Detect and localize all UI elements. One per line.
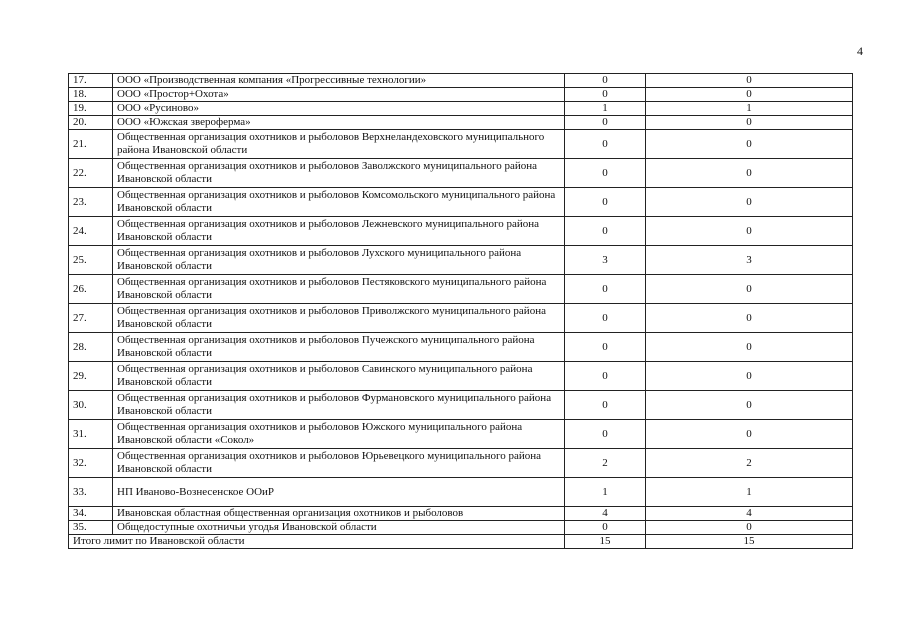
- table-row: [69, 246, 853, 275]
- organization-name: Общественная организация охотников и рыболовов Пучежского муниципального района Ивановской области: [113, 333, 565, 362]
- limit-value: 0: [565, 88, 646, 102]
- table-row: [69, 478, 853, 507]
- limit-value: 0: [565, 188, 646, 217]
- limit-value-total: 4: [646, 507, 853, 521]
- table-row: [69, 420, 853, 449]
- limit-value: 0: [565, 130, 646, 159]
- limit-value-total: 0: [646, 304, 853, 333]
- limit-value-total: 0: [646, 521, 853, 535]
- organization-name: Общественная организация охотников и рыболовов Верхнеландеховского муниципального района Ивановской области: [113, 130, 565, 159]
- table-row: [69, 102, 853, 116]
- total-value: 15: [565, 535, 646, 549]
- row-number: 29.: [69, 362, 113, 391]
- limit-value-total: 0: [646, 391, 853, 420]
- limit-value-total: 0: [646, 116, 853, 130]
- row-number: 34.: [69, 507, 113, 521]
- organization-name: Общественная организация охотников и рыболовов Комсомольского муниципального района Ивановской области: [113, 188, 565, 217]
- limit-value: 4: [565, 507, 646, 521]
- limit-value: 0: [565, 275, 646, 304]
- limit-value-total: 0: [646, 275, 853, 304]
- limit-value-total: 2: [646, 449, 853, 478]
- table-row: [69, 130, 853, 159]
- table-row: [69, 188, 853, 217]
- organization-name: ООО «Южская звероферма»: [113, 116, 565, 130]
- limit-value-total: 0: [646, 130, 853, 159]
- hunting-limits-table: [68, 73, 853, 549]
- limit-value: 2: [565, 449, 646, 478]
- limit-value: 1: [565, 478, 646, 507]
- total-row: [69, 535, 853, 549]
- limit-value-total: 0: [646, 88, 853, 102]
- limit-value: 0: [565, 333, 646, 362]
- table-row: [69, 159, 853, 188]
- limit-value-total: 0: [646, 420, 853, 449]
- limit-value: 3: [565, 246, 646, 275]
- organization-name: Ивановская областная общественная организация охотников и рыболовов: [113, 507, 565, 521]
- row-number: 31.: [69, 420, 113, 449]
- row-number: 33.: [69, 478, 113, 507]
- organization-name: Общедоступные охотничьи угодья Ивановской области: [113, 521, 565, 535]
- limit-value: 0: [565, 159, 646, 188]
- row-number: 17.: [69, 74, 113, 88]
- limit-value: 0: [565, 362, 646, 391]
- row-number: 28.: [69, 333, 113, 362]
- row-number: 18.: [69, 88, 113, 102]
- table-row: [69, 217, 853, 246]
- table-row: [69, 521, 853, 535]
- row-number: 24.: [69, 217, 113, 246]
- limit-value: 0: [565, 420, 646, 449]
- limit-value: 0: [565, 74, 646, 88]
- organization-name: НП Иваново-Вознесенское ООиР: [113, 478, 565, 507]
- organization-name: Общественная организация охотников и рыболовов Юрьевецкого муниципального района Ивановской области: [113, 449, 565, 478]
- limit-value-total: 0: [646, 188, 853, 217]
- organization-name: Общественная организация охотников и рыболовов Савинского муниципального района Ивановской области: [113, 362, 565, 391]
- limit-value: 0: [565, 217, 646, 246]
- table-row: [69, 275, 853, 304]
- row-number: 21.: [69, 130, 113, 159]
- table-row: [69, 507, 853, 521]
- table-row: [69, 116, 853, 130]
- row-number: 30.: [69, 391, 113, 420]
- limit-value-total: 0: [646, 74, 853, 88]
- organization-name: Общественная организация охотников и рыболовов Заволжского муниципального района Ивановской области: [113, 159, 565, 188]
- limit-value-total: 0: [646, 217, 853, 246]
- row-number: 35.: [69, 521, 113, 535]
- table-row: [69, 333, 853, 362]
- organization-name: ООО «Русиново»: [113, 102, 565, 116]
- limit-value-total: 1: [646, 478, 853, 507]
- limit-value-total: 0: [646, 362, 853, 391]
- row-number: 19.: [69, 102, 113, 116]
- limit-value: 0: [565, 391, 646, 420]
- row-number: 26.: [69, 275, 113, 304]
- page-number: 4: [857, 44, 863, 58]
- limit-value-total: 0: [646, 159, 853, 188]
- limit-value: 0: [565, 304, 646, 333]
- row-number: 23.: [69, 188, 113, 217]
- table-row: [69, 304, 853, 333]
- row-number: 22.: [69, 159, 113, 188]
- limit-value-total: 3: [646, 246, 853, 275]
- organization-name: ООО «Простор+Охота»: [113, 88, 565, 102]
- total-label: Итого лимит по Ивановской области: [69, 535, 565, 549]
- limit-value-total: 1: [646, 102, 853, 116]
- row-number: 20.: [69, 116, 113, 130]
- organization-name: Общественная организация охотников и рыболовов Пестяковского муниципального района Ивановской области: [113, 275, 565, 304]
- limit-value-total: 0: [646, 333, 853, 362]
- row-number: 32.: [69, 449, 113, 478]
- row-number: 27.: [69, 304, 113, 333]
- organization-name: Общественная организация охотников и рыболовов Лухского муниципального района Ивановской области: [113, 246, 565, 275]
- organization-name: Общественная организация охотников и рыболовов Приволжского муниципального района Ивановской области: [113, 304, 565, 333]
- table-row: [69, 74, 853, 88]
- table-row: [69, 449, 853, 478]
- organization-name: Общественная организация охотников и рыболовов Южского муниципального района Ивановской области «Сокол»: [113, 420, 565, 449]
- organization-name: Общественная организация охотников и рыболовов Фурмановского муниципального района Ивановской области: [113, 391, 565, 420]
- row-number: 25.: [69, 246, 113, 275]
- total-value-overall: 15: [646, 535, 853, 549]
- table-row: [69, 391, 853, 420]
- limit-value: 0: [565, 116, 646, 130]
- table-row: [69, 88, 853, 102]
- limit-value: 0: [565, 521, 646, 535]
- organization-name: Общественная организация охотников и рыболовов Лежневского муниципального района Ивановской области: [113, 217, 565, 246]
- table-row: [69, 362, 853, 391]
- limit-value: 1: [565, 102, 646, 116]
- organization-name: ООО «Производственная компания «Прогрессивные технологии»: [113, 74, 565, 88]
